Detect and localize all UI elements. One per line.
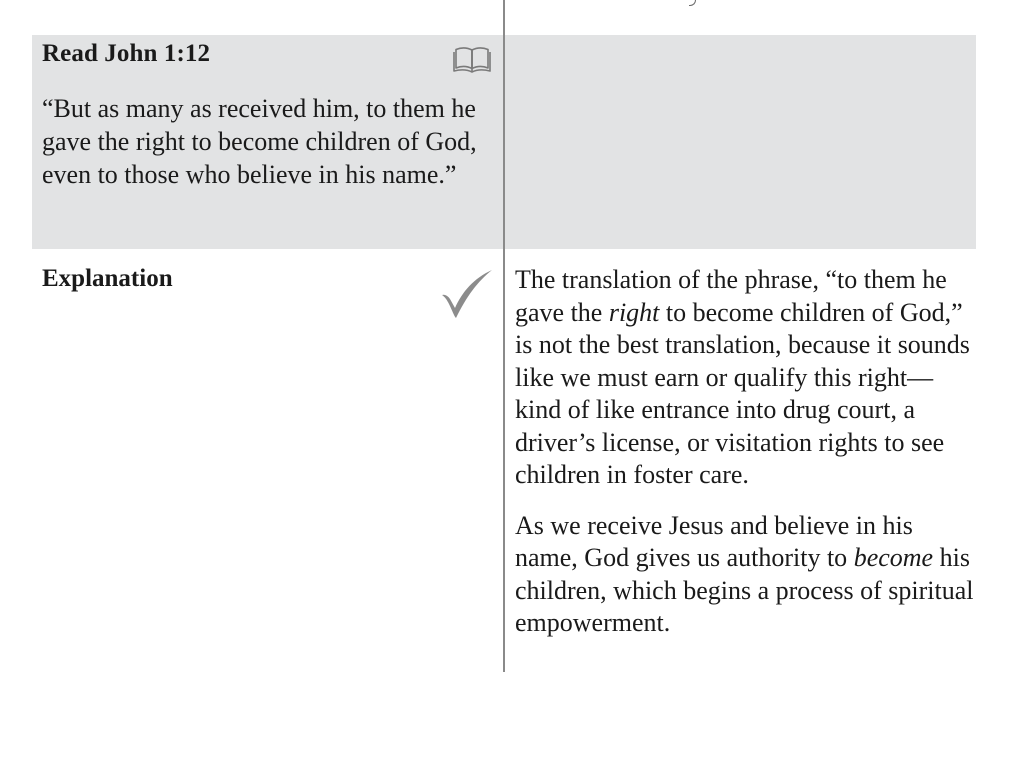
explanation-paragraph-2 bbox=[515, 510, 977, 640]
emphasis-right: right bbox=[608, 297, 660, 327]
scripture-heading: Read John 1:12 bbox=[42, 40, 211, 67]
emphasis-become: become bbox=[853, 543, 934, 572]
explanation-paragraph-1 bbox=[515, 264, 977, 492]
paragraph-2-text-a: As we receive Jesus and believe in his name, God gives us authority to bbox=[515, 510, 913, 572]
explanation-body bbox=[515, 264, 977, 658]
paragraph-1-text-b: to become children of God,” is not the best translation, because it sounds like we must earn or qualify this right—kind of like entrance into drug court, a driver’s license, or visitation rights to see children in foster care. bbox=[515, 297, 970, 489]
paragraph-1-text-a: The translation of the phrase, “to them he gave the bbox=[515, 265, 947, 327]
top-mark bbox=[689, 0, 696, 6]
checkmark-icon bbox=[440, 268, 494, 320]
paragraph-2-text-b: his children, which begins a process of spiritual empowerment. bbox=[515, 543, 974, 637]
scripture-quote: “But as many as received him, to them he gave the right to become children of God, even to those who believe in his name.” bbox=[42, 94, 477, 189]
column-divider bbox=[503, 0, 505, 672]
open-book-icon bbox=[453, 46, 491, 74]
explanation-heading: Explanation bbox=[42, 265, 173, 292]
